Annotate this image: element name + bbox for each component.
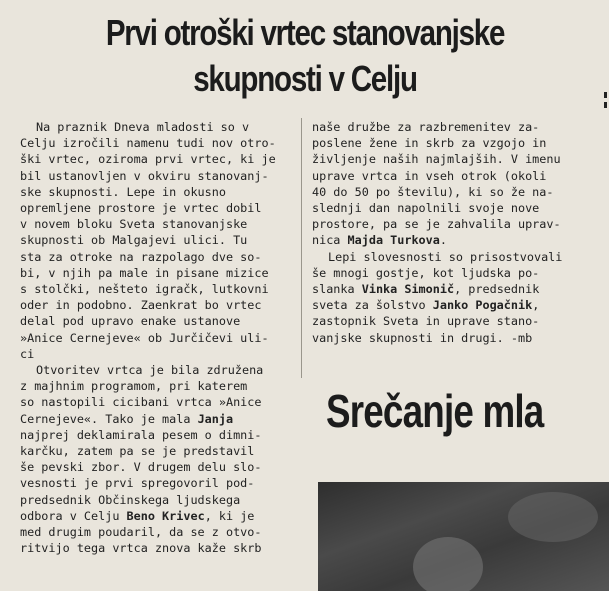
text-line: Otvoritev vrtca je bila združena xyxy=(36,363,264,378)
second-article-headline: Srečanje mla xyxy=(326,385,544,437)
name-beno-krivec: Beno Krivec xyxy=(126,508,205,523)
text-line: Celju izročili namenu tudi nov otro- xyxy=(20,136,276,151)
text-line: ci xyxy=(20,346,35,361)
text-line: Lepi slovesnosti so prisostvovali xyxy=(328,249,563,264)
text-line: zastopnik Sveta in uprave stano- xyxy=(312,314,540,329)
text-line: naše družbe za razbremenitev za- xyxy=(312,120,540,134)
text-line: Cernejeve«. Tako je mala Janja xyxy=(20,411,234,426)
name-janja: Janja xyxy=(197,411,234,426)
text-line: življenje naših najmlajših. V imenu xyxy=(312,152,561,167)
text-line: ske skupnosti. Lepe in okusno xyxy=(20,184,226,199)
text-line: bil ustanovljen v okviru stanovanj- xyxy=(20,168,269,183)
text-line: z majhnim programom, pri katerem xyxy=(20,379,248,394)
text-line: 40 do 50 po številu), ki so že na- xyxy=(312,184,554,199)
text-line: skupnosti ob Malgajevi ulici. Tu xyxy=(20,233,248,248)
text-line: v novem bloku Sveta stanovanjske xyxy=(20,217,248,232)
text-line: vesnosti je prvi spregovoril pod- xyxy=(20,476,255,491)
article-photo xyxy=(318,482,609,591)
article-left-column xyxy=(20,119,300,556)
text-line: oder in podobno. Zaenkrat bo vrtec xyxy=(20,298,262,313)
text-line: ški vrtec, oziroma prvi vrtec, ki je xyxy=(20,152,276,167)
text-line: odbora v Celju Beno Krivec, ki je xyxy=(20,508,255,523)
text-line: opremljene prostore je vrtec dobil xyxy=(20,201,262,216)
name-majda-turkova: Majda Turkova xyxy=(347,233,440,248)
text-line: s stolčki, nešteto igračk, lutkovni xyxy=(20,282,269,297)
text-line: med drugim poudaril, da se z otvo- xyxy=(20,525,262,540)
text-line: karčku, zatem pa se je predstavil xyxy=(20,444,255,459)
text-line: so nastopili cicibani vrtca »Anice xyxy=(20,395,262,410)
text-line: delal pod upravo enake ustanove xyxy=(20,314,241,329)
name-vinka-simonic: Vinka Simonič xyxy=(361,282,455,297)
text-line: »Anice Cernejeve« ob Jurčičevi uli- xyxy=(20,330,269,345)
name-janko-pogacnik: Janko Pogačnik xyxy=(432,298,533,313)
text-line: uprave vrtca in vseh otrok (okoli xyxy=(312,168,547,183)
text-line: še pevski zbor. V drugem delu slo- xyxy=(20,460,262,475)
text-line: Na praznik Dneva mladosti so v xyxy=(36,120,250,134)
text-line: bi, v njih pa male in pisane mizice xyxy=(20,265,269,280)
text-line: najprej deklamirala pesem o dimni- xyxy=(20,427,262,442)
article-right-column xyxy=(312,119,602,346)
text-line: še mnogi gostje, kot ljudska po- xyxy=(312,265,540,280)
text-line: sta za otroke na razpolago dve so- xyxy=(20,249,262,264)
headline-line-2: skupnosti v Celju xyxy=(193,58,417,99)
article-headline xyxy=(63,10,547,102)
text-line: slanka Vinka Simonič, predsednik xyxy=(312,282,540,297)
edge-mark xyxy=(604,92,607,98)
edge-mark xyxy=(604,102,607,108)
text-line: vanjske skupnosti in drugi. -mb xyxy=(312,330,533,345)
text-line: sveta za šolstvo Janko Pogačnik, xyxy=(312,298,540,313)
text-line: predsednik Občinskega ljudskega xyxy=(20,492,241,507)
text-line: ritvijo tega vrtca znova kaže skrb xyxy=(20,541,262,556)
headline-line-1: Prvi otroški vrtec stanovanjske xyxy=(105,12,505,53)
text-line: slednji dan napolnili svoje nove xyxy=(312,201,540,216)
text-line: nica Majda Turkova. xyxy=(312,233,447,248)
column-divider xyxy=(301,118,302,378)
text-line: prostore, pa se je zahvalila uprav- xyxy=(312,217,561,232)
text-line: poslene žene in skrb za vzgojo in xyxy=(312,136,547,151)
